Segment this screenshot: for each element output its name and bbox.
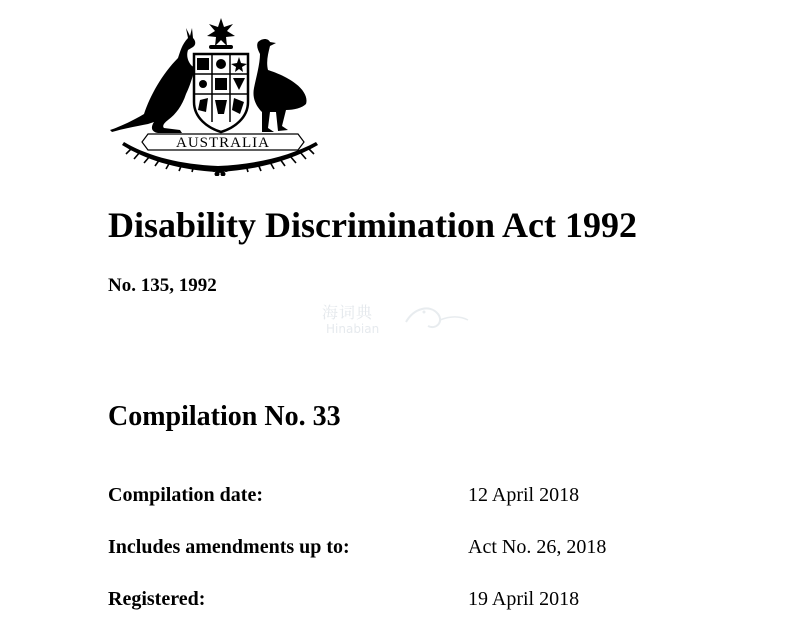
compilation-heading: Compilation No. 33	[108, 401, 341, 432]
detail-row-compilation-date	[108, 482, 708, 534]
detail-row-registered	[108, 586, 708, 638]
watermark-swirl-icon	[400, 300, 470, 336]
detail-label: Compilation date:	[108, 484, 263, 506]
kangaroo-icon	[110, 28, 202, 133]
detail-value: Act No. 26, 2018	[468, 536, 607, 558]
detail-value: 12 April 2018	[468, 484, 580, 506]
compilation-details	[108, 482, 708, 638]
act-number: No. 135, 1992	[108, 275, 217, 296]
shield-icon	[194, 54, 248, 132]
detail-value: 19 April 2018	[468, 588, 580, 610]
watermark-text-cn: 海词典	[322, 303, 374, 322]
coat-of-arms-logo	[108, 14, 330, 176]
act-title: Disability Discrimination Act 1992	[108, 205, 637, 245]
emu-icon	[253, 39, 306, 132]
detail-label: Includes amendments up to:	[108, 536, 350, 558]
watermark	[322, 300, 472, 340]
star-icon	[207, 18, 235, 49]
watermark-text-en: Hinabian	[326, 322, 380, 336]
detail-row-amendments	[108, 534, 708, 586]
detail-label: Registered:	[108, 588, 206, 610]
banner-text: AUSTRALIA	[176, 135, 270, 151]
